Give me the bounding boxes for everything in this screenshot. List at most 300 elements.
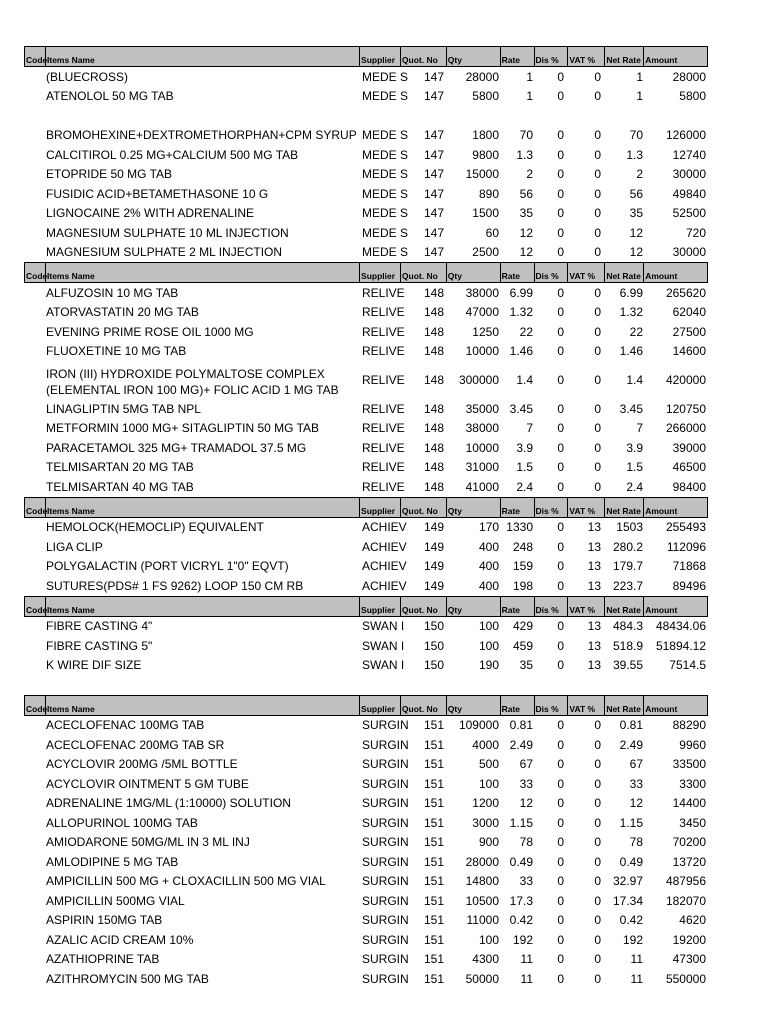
table-row xyxy=(24,930,708,950)
cell-item-name: SUTURES(PDS# 1 FS 9262) LOOP 150 CM RB xyxy=(46,578,304,593)
table-row xyxy=(24,458,708,478)
header-quot-no: Quot. No xyxy=(401,696,447,715)
cell-qty: 300000 xyxy=(458,373,499,387)
header-qty: Qty xyxy=(447,263,501,282)
table-row xyxy=(24,361,708,399)
cell-rate: 1.46 xyxy=(509,344,533,359)
header-quot-no: Quot. No xyxy=(401,597,447,616)
table-row xyxy=(24,419,708,439)
header-vat: VAT % xyxy=(568,498,605,517)
cell-amount: 266000 xyxy=(665,421,706,436)
cell-dis: 0 xyxy=(557,69,564,84)
cell-supplier: MEDE S xyxy=(362,167,409,182)
header-items-name: Items Name xyxy=(46,47,360,66)
cell-vat: 0 xyxy=(594,401,601,416)
table-row xyxy=(24,399,708,419)
cell-item-name: EVENING PRIME ROSE OIL 1000 MG xyxy=(46,324,254,339)
cell-amount: 4620 xyxy=(679,913,706,928)
cell-quot-no: 151 xyxy=(423,737,444,752)
header-code: Code xyxy=(25,498,46,517)
table-header xyxy=(24,596,708,617)
cell-quot-no: 151 xyxy=(423,776,444,791)
table-row xyxy=(24,813,708,833)
cell-amount: 182070 xyxy=(665,893,706,908)
header-dis: Dis % xyxy=(535,498,569,517)
cell-qty: 1250 xyxy=(472,324,499,339)
cell-item-name: MAGNESIUM SULPHATE 2 ML INJECTION xyxy=(46,245,283,260)
cell-rate: 67 xyxy=(519,757,533,772)
cell-amount: 550000 xyxy=(665,971,706,986)
cell-dis: 0 xyxy=(557,520,564,535)
header-amount: Amount xyxy=(645,505,678,516)
header-amount: Amount xyxy=(645,604,678,615)
table-row xyxy=(24,537,708,557)
cell-rate: 1.32 xyxy=(509,305,533,320)
cell-dis: 0 xyxy=(557,167,564,182)
cell-amount: 39000 xyxy=(672,440,706,455)
cell-net-rate: 12 xyxy=(629,245,643,260)
table-header xyxy=(24,46,708,67)
cell-vat: 0 xyxy=(594,245,601,260)
table-row xyxy=(24,165,708,185)
cell-qty: 400 xyxy=(478,539,499,554)
cell-item-name: ACECLOFENAC 100MG TAB xyxy=(46,718,205,733)
quotation-block xyxy=(24,497,708,596)
cell-quot-no: 150 xyxy=(423,619,444,634)
cell-rate: 459 xyxy=(512,638,533,653)
cell-dis: 0 xyxy=(557,952,564,967)
cell-supplier: SURGIN xyxy=(362,932,409,947)
header-amount: Amount xyxy=(645,55,678,65)
header-rate: Rate xyxy=(501,263,535,282)
header-rate: Rate xyxy=(501,597,535,616)
table-row xyxy=(24,617,708,637)
cell-item-name: ACYCLOVIR 200MG /5ML BOTTLE xyxy=(46,757,238,772)
cell-qty: 190 xyxy=(478,658,499,673)
cell-vat: 0 xyxy=(594,305,601,320)
cell-net-rate: 0.49 xyxy=(619,854,643,869)
cell-amount: 33500 xyxy=(672,757,706,772)
cell-vat: 13 xyxy=(587,520,601,535)
cell-amount: 19200 xyxy=(672,932,706,947)
cell-rate: 7 xyxy=(526,421,533,436)
cell-amount: 720 xyxy=(685,225,706,240)
cell-quot-no: 149 xyxy=(423,539,444,554)
header-vat: VAT % xyxy=(568,696,605,715)
header-supplier: Supplier xyxy=(360,263,401,282)
cell-dis: 0 xyxy=(557,737,564,752)
cell-dis: 0 xyxy=(557,559,564,574)
cell-net-rate: 7 xyxy=(636,421,643,436)
header-dis: Dis % xyxy=(535,263,569,282)
table-row xyxy=(24,969,708,989)
cell-dis: 0 xyxy=(557,815,564,830)
cell-rate: 2.4 xyxy=(516,479,533,494)
cell-net-rate: 2.4 xyxy=(626,479,643,494)
cell-quot-no: 148 xyxy=(423,401,444,416)
blank-row xyxy=(24,106,708,126)
cell-quot-no: 151 xyxy=(423,952,444,967)
cell-rate: 2 xyxy=(526,167,533,182)
cell-amount: 30000 xyxy=(672,167,706,182)
cell-amount: 14400 xyxy=(672,796,706,811)
cell-rate: 1 xyxy=(526,69,533,84)
cell-rate: 1330 xyxy=(506,520,533,535)
cell-amount: 13720 xyxy=(672,854,706,869)
cell-rate: 1.5 xyxy=(516,460,533,475)
cell-dis: 0 xyxy=(557,460,564,475)
cell-dis: 0 xyxy=(557,893,564,908)
cell-supplier: RELIVE xyxy=(362,479,405,494)
cell-rate: 198 xyxy=(512,578,533,593)
cell-item-name: FIBRE CASTING 5" xyxy=(46,638,153,653)
table-row xyxy=(24,438,708,458)
cell-quot-no: 151 xyxy=(423,815,444,830)
cell-supplier: ACHIEV xyxy=(362,539,407,554)
cell-item-name: AZATHIOPRINE TAB xyxy=(46,952,160,967)
cell-qty: 100 xyxy=(478,638,499,653)
cell-amount: 487956 xyxy=(665,874,706,889)
cell-net-rate: 35 xyxy=(629,206,643,221)
table-row xyxy=(24,283,708,303)
cell-qty: 400 xyxy=(478,559,499,574)
header-rate: Rate xyxy=(501,47,535,66)
cell-item-name: CALCITIROL 0.25 MG+CALCIUM 500 MG TAB xyxy=(46,147,299,162)
cell-vat: 0 xyxy=(594,737,601,752)
header-supplier: Supplier xyxy=(360,597,401,616)
cell-dis: 0 xyxy=(557,245,564,260)
cell-amount: 46500 xyxy=(672,460,706,475)
cell-amount: 12740 xyxy=(672,147,706,162)
cell-rate: 0.42 xyxy=(509,913,533,928)
cell-dis: 0 xyxy=(557,776,564,791)
cell-dis: 0 xyxy=(557,913,564,928)
cell-net-rate: 1.3 xyxy=(626,147,643,162)
cell-amount: 420000 xyxy=(665,373,706,387)
cell-supplier: SURGIN xyxy=(362,815,409,830)
cell-quot-no: 151 xyxy=(423,854,444,869)
header-qty: Qty xyxy=(447,597,501,616)
cell-net-rate: 1503 xyxy=(616,520,643,535)
cell-dis: 0 xyxy=(557,796,564,811)
cell-net-rate: 12 xyxy=(629,225,643,240)
header-code: Code xyxy=(25,47,46,66)
cell-supplier: SURGIN xyxy=(362,835,409,850)
table-row xyxy=(24,911,708,931)
header-quot-no: Quot. No xyxy=(401,47,447,66)
cell-item-name: TELMISARTAN 40 MG TAB xyxy=(46,479,194,494)
cell-supplier: RELIVE xyxy=(362,305,405,320)
cell-net-rate: 32.97 xyxy=(612,874,643,889)
cell-quot-no: 147 xyxy=(423,89,444,104)
cell-dis: 0 xyxy=(557,835,564,850)
cell-net-rate: 11 xyxy=(630,971,643,986)
cell-qty: 11000 xyxy=(466,913,499,928)
cell-vat: 13 xyxy=(587,619,601,634)
quotation-block xyxy=(24,46,708,262)
cell-qty: 60 xyxy=(485,225,499,240)
cell-vat: 0 xyxy=(594,344,601,359)
cell-net-rate: 1.32 xyxy=(619,305,643,320)
cell-quot-no: 151 xyxy=(423,757,444,772)
cell-net-rate: 179.7 xyxy=(612,559,643,574)
cell-quot-no: 148 xyxy=(423,344,444,359)
cell-dis: 0 xyxy=(557,932,564,947)
cell-net-rate: 2 xyxy=(636,167,643,182)
cell-vat: 0 xyxy=(594,757,601,772)
cell-qty: 100 xyxy=(478,619,499,634)
cell-net-rate: 1.4 xyxy=(626,373,643,387)
cell-rate: 35 xyxy=(519,658,533,673)
table-row xyxy=(24,794,708,814)
cell-qty: 15000 xyxy=(465,167,499,182)
cell-dis: 0 xyxy=(557,874,564,889)
cell-amount: 51894.12 xyxy=(655,638,706,653)
cell-item-name: K WIRE DIF SIZE xyxy=(46,658,142,673)
header-code: Code xyxy=(25,696,46,715)
table-row xyxy=(24,557,708,577)
cell-rate: 3.9 xyxy=(516,440,533,455)
cell-item-name: AMPICILLIN 500 MG + CLOXACILLIN 500 MG VIAL xyxy=(46,874,326,889)
quotation-block xyxy=(24,695,708,989)
cell-vat: 0 xyxy=(594,796,601,811)
cell-quot-no: 148 xyxy=(423,285,444,300)
cell-dis: 0 xyxy=(557,128,564,143)
cell-item-name: BROMOHEXINE+DEXTROMETHORPHAN+CPM SYRUP xyxy=(46,128,357,143)
table-row xyxy=(24,126,708,146)
cell-supplier: SWAN I xyxy=(362,658,405,673)
cell-supplier: RELIVE xyxy=(362,440,405,455)
header-supplier: Supplier xyxy=(360,696,401,715)
cell-rate: 6.99 xyxy=(509,285,533,300)
cell-amount: 3450 xyxy=(679,815,706,830)
quotation-block xyxy=(24,596,708,695)
cell-vat: 0 xyxy=(594,874,601,889)
cell-supplier: SURGIN xyxy=(362,952,409,967)
cell-amount: 112096 xyxy=(666,539,706,554)
cell-net-rate: 1 xyxy=(636,89,643,104)
header-vat: VAT % xyxy=(568,597,605,616)
cell-quot-no: 148 xyxy=(423,460,444,475)
header-net-rate: Net Rate xyxy=(605,696,644,715)
cell-vat: 0 xyxy=(594,854,601,869)
cell-vat: 0 xyxy=(594,893,601,908)
cell-net-rate: 39.55 xyxy=(612,658,643,673)
cell-dis: 0 xyxy=(557,658,564,673)
table-row xyxy=(24,735,708,755)
cell-amount: 3300 xyxy=(679,776,706,791)
cell-amount: 88290 xyxy=(672,718,706,733)
cell-vat: 0 xyxy=(594,479,601,494)
cell-quot-no: 151 xyxy=(423,835,444,850)
cell-net-rate: 70 xyxy=(629,128,643,143)
cell-vat: 0 xyxy=(594,815,601,830)
cell-rate: 1 xyxy=(526,89,533,104)
table-row xyxy=(24,223,708,243)
header-supplier: Supplier xyxy=(360,498,401,517)
cell-net-rate: 3.45 xyxy=(619,401,643,416)
cell-supplier: SWAN I xyxy=(362,638,405,653)
cell-item-name: LIGA CLIP xyxy=(46,539,103,554)
cell-qty: 14800 xyxy=(465,874,499,889)
cell-rate: 35 xyxy=(519,206,533,221)
cell-item-name: FIBRE CASTING 4" xyxy=(46,619,153,634)
cell-amount: 28000 xyxy=(672,69,706,84)
header-net-rate: Net Rate xyxy=(605,263,644,282)
cell-amount: 48434.06 xyxy=(655,619,706,634)
cell-net-rate: 17.34 xyxy=(612,893,643,908)
cell-quot-no: 147 xyxy=(423,69,444,84)
cell-item-name: (BLUECROSS) xyxy=(46,69,129,84)
cell-supplier: MEDE S xyxy=(362,128,409,143)
cell-supplier: RELIVE xyxy=(362,344,405,359)
cell-net-rate: 0.42 xyxy=(619,913,643,928)
cell-qty: 10000 xyxy=(465,344,499,359)
cell-quot-no: 148 xyxy=(423,479,444,494)
cell-dis: 0 xyxy=(557,147,564,162)
cell-item-name: AMLODIPINE 5 MG TAB xyxy=(46,854,179,869)
cell-item-name: AZITHROMYCIN 500 MG TAB xyxy=(46,971,209,986)
cell-net-rate: 78 xyxy=(629,835,643,850)
cell-supplier: SURGIN xyxy=(362,913,409,928)
cell-rate: 12 xyxy=(519,225,533,240)
cell-rate: 0.49 xyxy=(509,854,533,869)
table-header xyxy=(24,497,708,518)
cell-vat: 13 xyxy=(587,578,601,593)
cell-quot-no: 151 xyxy=(423,718,444,733)
table-row xyxy=(24,322,708,342)
table-row xyxy=(24,576,708,596)
cell-dis: 0 xyxy=(557,225,564,240)
cell-net-rate: 22 xyxy=(629,324,643,339)
cell-dis: 0 xyxy=(557,401,564,416)
header-net-rate: Net Rate xyxy=(605,597,644,616)
cell-rate: 11 xyxy=(520,952,533,967)
cell-item-name: TELMISARTAN 20 MG TAB xyxy=(46,460,194,475)
cell-net-rate: 6.99 xyxy=(619,285,643,300)
cell-rate: 1.4 xyxy=(516,373,533,387)
cell-item-name: ACYCLOVIR OINTMENT 5 GM TUBE xyxy=(46,776,249,791)
header-items-name: Items Name xyxy=(46,597,360,616)
cell-qty: 35000 xyxy=(465,401,499,416)
cell-net-rate: 11 xyxy=(630,952,643,967)
cell-amount: 62040 xyxy=(672,305,706,320)
cell-dis: 0 xyxy=(557,373,564,387)
cell-qty: 100 xyxy=(478,776,499,791)
cell-dis: 0 xyxy=(557,344,564,359)
table-row xyxy=(24,872,708,892)
table-header xyxy=(24,695,708,716)
cell-supplier: MEDE S xyxy=(362,69,409,84)
table-row xyxy=(24,184,708,204)
cell-rate: 429 xyxy=(512,619,533,634)
cell-item-name: AMPICILLIN 500MG VIAL xyxy=(46,893,185,908)
cell-supplier: MEDE S xyxy=(362,245,409,260)
cell-quot-no: 148 xyxy=(423,440,444,455)
cell-quot-no: 148 xyxy=(423,305,444,320)
cell-qty: 31000 xyxy=(465,460,499,475)
cell-supplier: RELIVE xyxy=(362,373,405,387)
cell-vat: 0 xyxy=(594,69,601,84)
cell-vat: 13 xyxy=(587,539,601,554)
cell-item-name: ASPIRIN 150MG TAB xyxy=(46,913,163,928)
cell-item-name: AMIODARONE 50MG/ML IN 3 ML INJ xyxy=(46,835,250,850)
cell-supplier: ACHIEV xyxy=(362,578,407,593)
cell-item-name: IRON (III) HYDROXIDE POLYMALTOSE COMPLEX (ELEMENTAL IRON 100 MG)+ FOLIC ACID 1 MG TAB xyxy=(46,367,339,397)
cell-qty: 1500 xyxy=(472,206,499,221)
header-items-name: Items Name xyxy=(46,263,360,282)
header-qty: Qty xyxy=(447,47,501,66)
cell-net-rate: 12 xyxy=(629,796,643,811)
cell-item-name: METFORMIN 1000 MG+ SITAGLIPTIN 50 MG TAB xyxy=(46,421,320,436)
cell-rate: 3.45 xyxy=(509,401,533,416)
cell-dis: 0 xyxy=(557,89,564,104)
cell-supplier: SURGIN xyxy=(362,893,409,908)
cell-vat: 0 xyxy=(594,913,601,928)
table-row xyxy=(24,891,708,911)
header-code: Code xyxy=(25,597,46,616)
header-quot-no: Quot. No xyxy=(401,263,447,282)
cell-amount: 5800 xyxy=(679,89,706,104)
cell-vat: 0 xyxy=(594,460,601,475)
cell-net-rate: 1 xyxy=(636,69,643,84)
cell-amount: 265620 xyxy=(665,285,706,300)
cell-quot-no: 148 xyxy=(423,373,444,387)
cell-vat: 0 xyxy=(594,186,601,201)
cell-amount: 126000 xyxy=(665,128,706,143)
cell-vat: 0 xyxy=(594,206,601,221)
cell-qty: 47000 xyxy=(465,305,499,320)
cell-qty: 10500 xyxy=(465,893,499,908)
cell-vat: 0 xyxy=(594,440,601,455)
cell-net-rate: 1.46 xyxy=(619,344,643,359)
table-row xyxy=(24,852,708,872)
cell-vat: 0 xyxy=(594,89,601,104)
cell-dis: 0 xyxy=(557,440,564,455)
cell-vat: 0 xyxy=(594,324,601,339)
cell-qty: 890 xyxy=(478,186,499,201)
header-dis: Dis % xyxy=(535,47,569,66)
cell-dis: 0 xyxy=(557,421,564,436)
cell-quot-no: 149 xyxy=(423,520,444,535)
cell-quot-no: 147 xyxy=(423,167,444,182)
cell-rate: 159 xyxy=(512,559,533,574)
cell-net-rate: 3.9 xyxy=(626,440,643,455)
header-qty: Qty xyxy=(447,696,501,715)
cell-item-name: FLUOXETINE 10 MG TAB xyxy=(46,344,187,359)
cell-item-name: LINAGLIPTIN 5MG TAB NPL xyxy=(46,401,201,416)
header-amount: Amount xyxy=(645,271,678,281)
quotation-sheet xyxy=(24,46,708,989)
cell-qty: 5800 xyxy=(472,89,499,104)
cell-qty: 4000 xyxy=(472,737,499,752)
cell-supplier: RELIVE xyxy=(362,401,405,416)
cell-rate: 33 xyxy=(519,776,533,791)
table-row xyxy=(24,656,708,676)
table-row xyxy=(24,243,708,263)
cell-net-rate: 223.7 xyxy=(612,578,643,593)
cell-amount: 70200 xyxy=(672,835,706,850)
cell-amount: 14600 xyxy=(672,344,706,359)
cell-rate: 22 xyxy=(519,324,533,339)
cell-qty: 38000 xyxy=(465,285,499,300)
cell-rate: 12 xyxy=(519,796,533,811)
cell-rate: 78 xyxy=(519,835,533,850)
cell-item-name: ADRENALINE 1MG/ML (1:10000) SOLUTION xyxy=(46,796,291,811)
cell-supplier: SURGIN xyxy=(362,796,409,811)
header-vat: VAT % xyxy=(568,263,605,282)
cell-rate: 0.81 xyxy=(509,718,533,733)
